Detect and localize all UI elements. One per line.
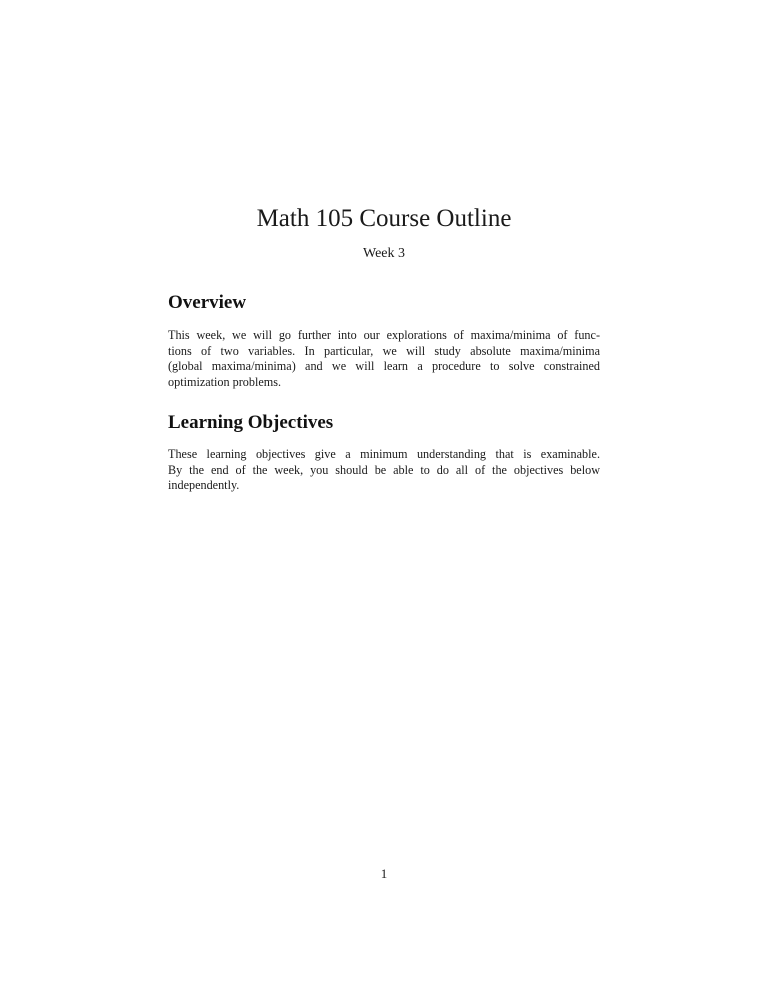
paragraph-line: independently. [168, 478, 240, 492]
paragraph-line: This week, we will go further into our explorations of maxima/minima of func- [168, 328, 600, 342]
section-heading-learning-objectives: Learning Objectives [168, 412, 334, 433]
overview-paragraph [168, 328, 600, 390]
paragraph-line: (global maxima/minima) and we will learn a procedure to solve constrained [168, 359, 600, 373]
paragraph-line: By the end of the week, you should be able to do all of the objectives below [168, 462, 600, 477]
paragraph-line: These learning objectives give a minimum understanding that is examinable. [168, 447, 600, 461]
paragraph-line: optimization problems. [168, 374, 282, 389]
document-subtitle: Week 3 [362, 246, 406, 261]
paragraph-line: tions of two variables. In particular, we will study absolute maxima/minima [168, 343, 600, 358]
learning-objectives-paragraph [168, 447, 600, 494]
page-number: 1 [380, 866, 388, 881]
section-heading-overview: Overview [168, 292, 247, 313]
document-title: Math 105 Course Outline [256, 205, 512, 232]
